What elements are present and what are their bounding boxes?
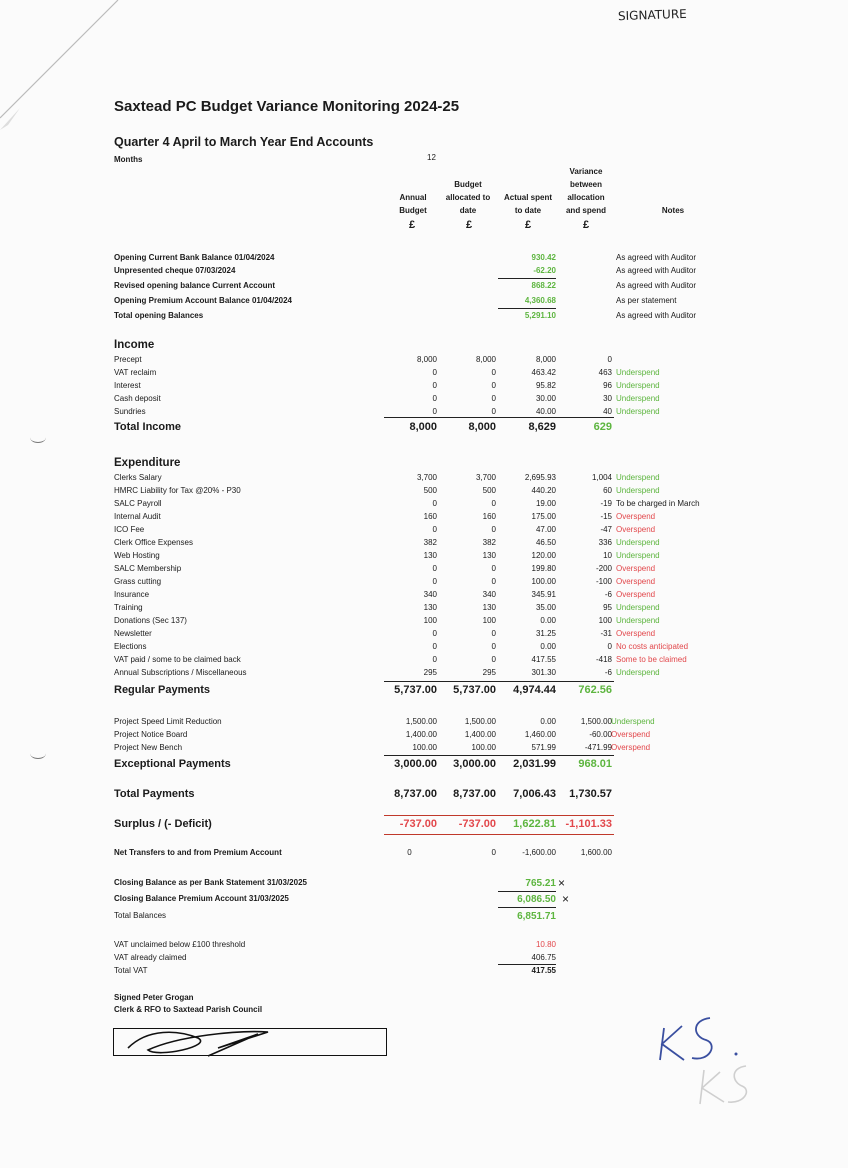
- regular-total-row: [114, 684, 714, 700]
- actual-cell: 0.00: [540, 616, 556, 625]
- divider: [498, 907, 556, 908]
- row-label: Net Transfers to and from Premium Account: [114, 848, 282, 857]
- row-label: Sundries: [114, 407, 146, 416]
- variance-cell: 96: [603, 381, 612, 390]
- variance-cell: 100: [598, 616, 612, 625]
- note-cell: No costs anticipated: [616, 642, 689, 651]
- row-note: As agreed with Auditor: [616, 266, 697, 275]
- faint-initials-mark: [690, 1060, 760, 1120]
- divider: [384, 834, 614, 835]
- note-cell: Underspend: [616, 603, 660, 612]
- budget-cell: -737.00: [399, 818, 437, 830]
- row-label: Opening Premium Account Balance 01/04/2024: [114, 296, 292, 305]
- opening-row: [114, 311, 714, 324]
- income-row: [114, 381, 714, 394]
- opening-row: [114, 253, 714, 266]
- allocated-cell: 3,700: [475, 473, 496, 482]
- variance-cell: 60: [603, 486, 612, 495]
- actual-cell: 463.42: [531, 368, 556, 377]
- allocated-cell: 500: [482, 486, 496, 495]
- signature-scribble: [118, 1018, 288, 1066]
- variance-cell: 1,004: [591, 473, 612, 482]
- punch-hole-top: [30, 432, 46, 443]
- budget-cell: 8,000: [416, 355, 437, 364]
- projects-row: [114, 730, 714, 743]
- actual-cell: 0.00: [540, 717, 556, 726]
- row-label: Clerk Office Expenses: [114, 538, 193, 547]
- row-value: 417.55: [531, 966, 556, 975]
- row-label: VAT unclaimed below £100 threshold: [114, 940, 246, 949]
- header-actual-spent: Actual spent to date: [503, 193, 552, 215]
- expenditure-row: [114, 603, 714, 616]
- note-cell: Overspend: [616, 577, 656, 586]
- row-label: Interest: [114, 381, 141, 390]
- expenditure-row: [114, 551, 714, 564]
- actual-cell: 35.00: [535, 603, 556, 612]
- page-subtitle: Quarter 4 April to March Year End Accounts: [114, 135, 374, 149]
- actual-cell: 199.80: [531, 564, 556, 573]
- budget-cell: 160: [423, 512, 437, 521]
- income-row: [114, 407, 714, 420]
- variance-cell: 0: [607, 355, 612, 364]
- note-cell: Overspend: [616, 629, 656, 638]
- variance-cell: 463: [598, 368, 612, 377]
- actual-cell: 1,622.81: [513, 818, 556, 830]
- divider: [498, 278, 556, 279]
- divider: [498, 308, 556, 309]
- initials-mark: [652, 1008, 748, 1068]
- note-cell: Overspend: [611, 743, 651, 752]
- row-value: -62.20: [533, 266, 556, 275]
- row-label: Regular Payments: [114, 684, 210, 696]
- actual-cell: 31.25: [535, 629, 556, 638]
- allocated-cell: 0: [491, 407, 496, 416]
- note-cell: Underspend: [616, 486, 660, 495]
- variance-cell: 1,600.00: [580, 848, 612, 857]
- income-row: [114, 394, 714, 407]
- allocated-cell: 0: [491, 525, 496, 534]
- actual-cell: 571.99: [531, 743, 556, 752]
- allocated-cell: 1,500.00: [464, 717, 496, 726]
- actual-cell: 40.00: [535, 407, 556, 416]
- actual-cell: 2,031.99: [513, 758, 556, 770]
- expenditure-row: [114, 564, 714, 577]
- actual-cell: 47.00: [535, 525, 556, 534]
- allocated-cell: 160: [482, 512, 496, 521]
- vat-row: [114, 953, 714, 966]
- header-notes: Notes: [661, 206, 685, 215]
- variance-cell: -6: [604, 590, 612, 599]
- variance-cell: -19: [600, 499, 612, 508]
- allocated-cell: 0: [491, 642, 496, 651]
- budget-cell: 3,700: [416, 473, 437, 482]
- row-label: Project Notice Board: [114, 730, 188, 739]
- row-label: Clerks Salary: [114, 473, 162, 482]
- row-label: Cash deposit: [114, 394, 161, 403]
- row-label: Closing Balance as per Bank Statement 31/03/2025: [114, 878, 307, 887]
- allocated-cell: 0: [491, 629, 496, 638]
- note-cell: Overspend: [616, 525, 656, 534]
- variance-cell: -47: [600, 525, 612, 534]
- signed-role: Clerk & RFO to Saxtead Parish Council: [114, 1005, 263, 1014]
- row-label: Insurance: [114, 590, 150, 599]
- tick-mark: ×: [558, 876, 566, 890]
- expenditure-row: [114, 590, 714, 603]
- actual-cell: 46.50: [535, 538, 556, 547]
- note-cell: Underspend: [616, 473, 660, 482]
- variance-cell: 10: [603, 551, 612, 560]
- variance-cell: -471.99: [584, 743, 612, 752]
- row-note: As agreed with Auditor: [616, 253, 697, 262]
- budget-cell: 340: [423, 590, 437, 599]
- budget-cell: 295: [423, 668, 437, 677]
- allocated-cell: 0: [491, 655, 496, 664]
- vat-row: [114, 940, 714, 953]
- budget-cell: 382: [423, 538, 437, 547]
- row-note: As agreed with Auditor: [616, 311, 697, 320]
- row-label: Total Income: [114, 421, 182, 433]
- net-transfers-row: [114, 848, 714, 861]
- allocated-cell: 0: [491, 381, 496, 390]
- total-payments-row: [114, 788, 714, 804]
- projects-row: [114, 717, 714, 730]
- income-row: [114, 355, 714, 368]
- budget-cell: 0: [432, 642, 437, 651]
- row-value: 930.42: [531, 253, 556, 262]
- variance-cell: 0: [607, 642, 612, 651]
- expenditure-row: [114, 629, 714, 642]
- allocated-cell: 0: [491, 499, 496, 508]
- actual-cell: 0.00: [540, 642, 556, 651]
- variance-cell: -15: [600, 512, 612, 521]
- row-label: Total opening Balances: [114, 311, 204, 320]
- actual-cell: 8,629: [528, 421, 556, 433]
- opening-row: [114, 281, 714, 294]
- row-label: Exceptional Payments: [114, 758, 231, 770]
- expenditure-row: [114, 538, 714, 551]
- allocated-cell: 340: [482, 590, 496, 599]
- budget-cell: 3,000.00: [394, 758, 437, 770]
- variance-cell: 1,730.57: [569, 788, 612, 800]
- budget-cell: 0: [432, 525, 437, 534]
- variance-cell: 95: [603, 603, 612, 612]
- budget-cell: 1,400.00: [405, 730, 437, 739]
- budget-cell: 0: [432, 499, 437, 508]
- variance-cell: 30: [603, 394, 612, 403]
- budget-cell: 130: [423, 551, 437, 560]
- expenditure-row: [114, 525, 714, 538]
- allocated-cell: 100.00: [471, 743, 496, 752]
- allocated-cell: 130: [482, 603, 496, 612]
- allocated-cell: 0: [491, 848, 496, 857]
- budget-cell: 130: [423, 603, 437, 612]
- variance-cell: -418: [595, 655, 612, 664]
- actual-cell: 175.00: [531, 512, 556, 521]
- variance-cell: 968.01: [578, 758, 612, 770]
- row-label: VAT reclaim: [114, 368, 157, 377]
- expenditure-row: [114, 668, 714, 681]
- allocated-cell: 1,400.00: [464, 730, 496, 739]
- row-label: Revised opening balance Current Account: [114, 281, 276, 290]
- currency-symbol: £: [582, 219, 590, 231]
- row-value: 765.21: [525, 878, 556, 889]
- income-row: [114, 368, 714, 381]
- expenditure-row: [114, 486, 714, 499]
- actual-cell: 30.00: [535, 394, 556, 403]
- page-title: Saxtead PC Budget Variance Monitoring 2024-25: [114, 98, 460, 115]
- row-value: 4,360.68: [524, 296, 556, 305]
- expenditure-row: [114, 473, 714, 486]
- actual-cell: 1,460.00: [524, 730, 556, 739]
- row-label: Grass cutting: [114, 577, 162, 586]
- note-cell: Underspend: [616, 368, 660, 377]
- variance-cell: 1,500.00: [580, 717, 612, 726]
- header-annual-budget: Annual Budget: [399, 193, 427, 215]
- row-value: 10.80: [535, 940, 556, 949]
- allocated-cell: 8,737.00: [453, 788, 496, 800]
- note-cell: Overspend: [616, 590, 656, 599]
- allocated-cell: 382: [482, 538, 496, 547]
- tick-mark: ×: [562, 892, 570, 906]
- variance-cell: -60.00: [589, 730, 612, 739]
- budget-cell: 0: [432, 564, 437, 573]
- divider: [384, 681, 614, 682]
- allocated-cell: 100: [482, 616, 496, 625]
- row-label: Opening Current Bank Balance 01/04/2024: [114, 253, 275, 262]
- budget-cell: 0: [432, 394, 437, 403]
- actual-cell: 440.20: [531, 486, 556, 495]
- vat-row: [114, 966, 714, 979]
- budget-cell: 500: [423, 486, 437, 495]
- row-value: 868.22: [531, 281, 556, 290]
- actual-cell: 417.55: [531, 655, 556, 664]
- months-label: Months: [114, 155, 143, 164]
- row-label: Internal Audit: [114, 512, 161, 521]
- budget-cell: 0: [432, 655, 437, 664]
- folded-corner: [0, 0, 140, 140]
- variance-cell: 40: [603, 407, 612, 416]
- variance-cell: -200: [595, 564, 612, 573]
- income-heading: Income: [114, 339, 155, 351]
- row-note: As per statement: [616, 296, 677, 305]
- divider: [498, 891, 556, 892]
- row-note: As agreed with Auditor: [616, 281, 697, 290]
- actual-cell: 345.91: [531, 590, 556, 599]
- row-label: Project New Bench: [114, 743, 183, 752]
- note-cell: Underspend: [616, 381, 660, 390]
- allocated-cell: 130: [482, 551, 496, 560]
- divider: [498, 964, 556, 965]
- expenditure-row: [114, 577, 714, 590]
- budget-cell: 0: [432, 381, 437, 390]
- actual-cell: 100.00: [531, 577, 556, 586]
- row-label: Web Hosting: [114, 551, 160, 560]
- actual-cell: 120.00: [531, 551, 556, 560]
- row-label: Annual Subscriptions / Miscellaneous: [114, 668, 247, 677]
- note-cell: Underspend: [616, 668, 660, 677]
- closing-row: [114, 878, 714, 892]
- currency-symbol: £: [524, 219, 532, 231]
- budget-cell: 0: [432, 368, 437, 377]
- opening-row: [114, 296, 714, 309]
- row-value: 6,086.50: [517, 894, 556, 905]
- actual-cell: 2,695.93: [524, 473, 556, 482]
- row-value: 406.75: [531, 953, 556, 962]
- budget-cell: 5,737.00: [394, 684, 437, 696]
- note-cell: Underspend: [616, 616, 660, 625]
- closing-row: [114, 894, 714, 908]
- surplus-row: [114, 818, 714, 834]
- budget-cell: 0: [432, 577, 437, 586]
- row-label: VAT already claimed: [114, 953, 187, 962]
- variance-cell: -31: [600, 629, 612, 638]
- header-variance: Variance between allocation and spend: [565, 167, 606, 215]
- note-cell: Overspend: [616, 564, 656, 573]
- row-label: SALC Membership: [114, 564, 182, 573]
- budget-cell: 0: [432, 629, 437, 638]
- note-cell: Overspend: [616, 512, 656, 521]
- closing-row: [114, 911, 714, 925]
- expenditure-row: [114, 616, 714, 629]
- row-label: Project Speed Limit Reduction: [114, 717, 222, 726]
- divider: [384, 815, 614, 816]
- note-cell: Underspend: [616, 407, 660, 416]
- allocated-cell: 295: [482, 668, 496, 677]
- punch-hole-bottom: [30, 748, 46, 759]
- currency-symbol: £: [465, 219, 473, 231]
- variance-cell: 336: [598, 538, 612, 547]
- expenditure-row: [114, 642, 714, 655]
- divider: [384, 755, 614, 756]
- budget-cell: 100.00: [412, 743, 437, 752]
- budget-cell: 8,737.00: [394, 788, 437, 800]
- variance-cell: 629: [593, 421, 612, 433]
- note-cell: Underspend: [616, 538, 660, 547]
- actual-cell: 8,000: [535, 355, 556, 364]
- allocated-cell: 8,000: [468, 421, 496, 433]
- row-value: 6,851.71: [517, 911, 556, 922]
- row-label: VAT paid / some to be claimed back: [114, 655, 241, 664]
- exceptional-total-row: [114, 758, 714, 774]
- row-label: Donations (Sec 137): [114, 616, 187, 625]
- expenditure-heading: Expenditure: [114, 457, 181, 469]
- signed-name: Signed Peter Grogan: [114, 993, 194, 1002]
- row-label: SALC Payroll: [114, 499, 162, 508]
- note-cell: To be charged in March: [616, 499, 700, 508]
- row-label: Surplus / (- Deficit): [114, 818, 212, 830]
- allocated-cell: 8,000: [475, 355, 496, 364]
- actual-cell: 4,974.44: [513, 684, 556, 696]
- allocated-cell: 0: [491, 368, 496, 377]
- row-label: Elections: [114, 642, 147, 651]
- opening-row: [114, 266, 714, 279]
- variance-cell: -1,101.33: [565, 818, 612, 830]
- header-budget-allocated: Budget allocated to date: [445, 180, 491, 215]
- handwritten-note: SIGNATURE: [617, 6, 687, 24]
- row-label: Precept: [114, 355, 142, 364]
- allocated-cell: -737.00: [458, 818, 496, 830]
- expenditure-row: [114, 512, 714, 525]
- divider: [384, 417, 614, 418]
- row-label: Unpresented cheque 07/03/2024: [114, 266, 236, 275]
- budget-cell: 1,500.00: [405, 717, 437, 726]
- note-cell: Underspend: [611, 717, 655, 726]
- budget-cell: 0: [407, 848, 412, 857]
- allocated-cell: 0: [491, 394, 496, 403]
- actual-cell: 95.82: [535, 381, 556, 390]
- expenditure-row: [114, 499, 714, 512]
- row-label: Closing Balance Premium Account 31/03/2025: [114, 894, 289, 903]
- row-label: Newsletter: [114, 629, 152, 638]
- actual-cell: 7,006.43: [513, 788, 556, 800]
- income-total-row: [114, 421, 714, 437]
- budget-cell: 0: [432, 407, 437, 416]
- note-cell: Underspend: [616, 551, 660, 560]
- allocated-cell: 0: [491, 577, 496, 586]
- note-cell: Overspend: [611, 730, 651, 739]
- allocated-cell: 0: [491, 564, 496, 573]
- variance-cell: -100: [595, 577, 612, 586]
- actual-cell: -1,600.00: [522, 848, 556, 857]
- budget-cell: 100: [423, 616, 437, 625]
- expenditure-row: [114, 655, 714, 668]
- allocated-cell: 3,000.00: [453, 758, 496, 770]
- actual-cell: 19.00: [535, 499, 556, 508]
- note-cell: Underspend: [616, 394, 660, 403]
- row-label: Total Balances: [114, 911, 167, 920]
- row-value: 5,291.10: [524, 311, 556, 320]
- actual-cell: 301.30: [531, 668, 556, 677]
- row-label: Total VAT: [114, 966, 148, 975]
- budget-cell: 8,000: [409, 421, 437, 433]
- variance-cell: 762.56: [578, 684, 612, 696]
- allocated-cell: 5,737.00: [453, 684, 496, 696]
- row-label: Training: [114, 603, 143, 612]
- row-label: Total Payments: [114, 788, 195, 800]
- variance-cell: -6: [604, 668, 612, 677]
- note-cell: Some to be claimed: [616, 655, 687, 664]
- months-value: 12: [427, 153, 436, 162]
- row-label: HMRC Liability for Tax @20% - P30: [114, 486, 241, 495]
- currency-symbol: £: [408, 219, 416, 231]
- row-label: ICO Fee: [114, 525, 145, 534]
